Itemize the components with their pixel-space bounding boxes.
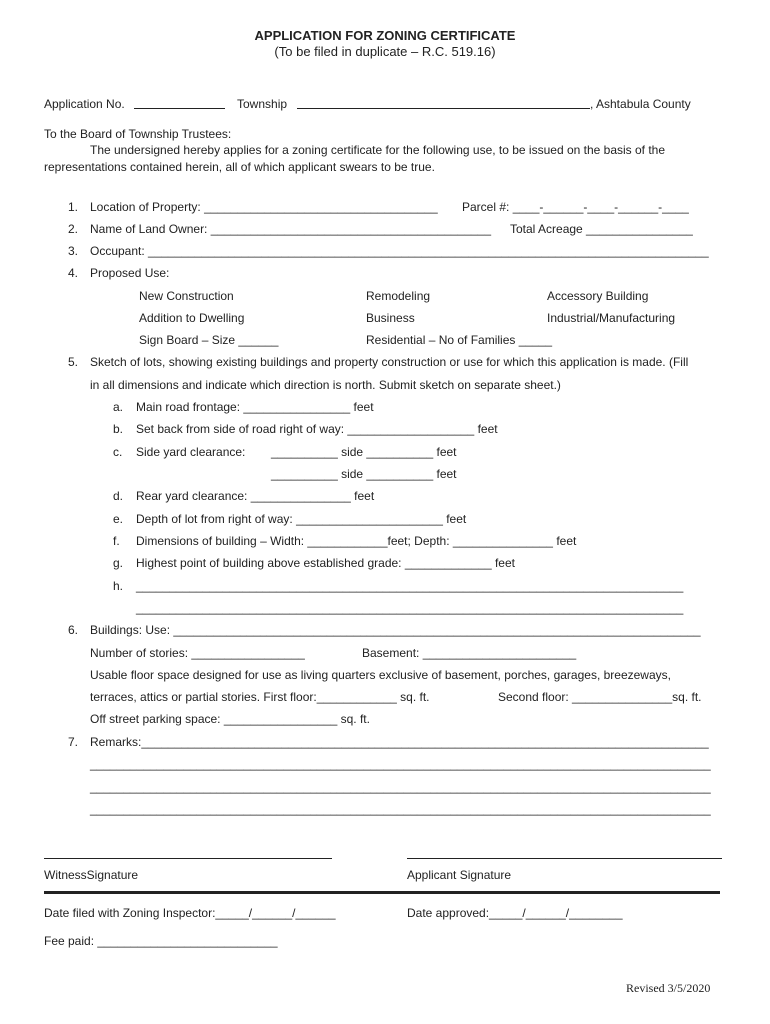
use-option-accessory-building[interactable]: Accessory Building: [547, 289, 649, 303]
revision-date: Revised 3/5/2020: [626, 981, 711, 995]
item-number: 2.: [67, 222, 78, 236]
parking-space-field[interactable]: Off street parking space: _________________ sq. ft.: [90, 712, 370, 726]
building-height-field[interactable]: Highest point of building above established grade: _____________ feet: [136, 556, 515, 570]
remarks-line-2[interactable]: _____________________________________________________________________________________________: [90, 780, 711, 794]
date-filed-field[interactable]: Date filed with Zoning Inspector:_____/______/______: [44, 906, 336, 920]
land-owner-field[interactable]: Name of Land Owner: __________________________________________: [90, 222, 492, 236]
occupant-field[interactable]: Occupant: ____________________________________________________________________________________: [90, 244, 709, 258]
form-title: APPLICATION FOR ZONING CERTIFICATE: [254, 28, 516, 43]
addressee: To the Board of Township Trustees:: [44, 127, 232, 141]
application-no-label: Application No.: [44, 97, 125, 111]
use-option-residential[interactable]: Residential – No of Families _____: [366, 333, 553, 347]
form-subtitle: (To be filed in duplicate – R.C. 519.16): [274, 44, 496, 59]
sub-letter: g.: [113, 556, 124, 570]
floor-space-text: Usable floor space designed for use as living quarters exclusive of basement, porches, garages, breezeways,: [90, 668, 671, 682]
intro-line-1: The undersigned hereby applies for a zoning certificate for the following use, to be issued on the basis of the: [90, 143, 666, 157]
location-of-property-field[interactable]: Location of Property: ___________________________________: [90, 200, 438, 214]
side-yard-field-1[interactable]: __________ side __________ feet: [271, 445, 457, 459]
section-divider: [44, 891, 720, 894]
main-road-frontage-field[interactable]: Main road frontage: ________________ feet: [136, 400, 374, 414]
township-field[interactable]: [297, 108, 590, 109]
total-acreage-field[interactable]: Total Acreage ________________: [510, 222, 693, 236]
use-option-business[interactable]: Business: [366, 311, 415, 325]
lot-depth-field[interactable]: Depth of lot from right of way: ______________________ feet: [136, 512, 467, 526]
proposed-use-label: Proposed Use:: [90, 266, 170, 280]
sub-letter: h.: [113, 579, 124, 593]
basement-field[interactable]: Basement: _______________________: [362, 646, 577, 660]
use-option-new-construction[interactable]: New Construction: [139, 289, 234, 303]
remarks-field[interactable]: Remarks:_____________________________________________________________________________________: [90, 735, 709, 749]
buildings-use-field[interactable]: Buildings: Use: _______________________________________________________________________________: [90, 623, 701, 637]
sub-letter: a.: [113, 400, 124, 414]
sub-letter: e.: [113, 512, 124, 526]
witness-signature-label: WitnessSignature: [44, 868, 139, 882]
number-of-stories-field[interactable]: Number of stories: _________________: [90, 646, 305, 660]
witness-signature-line[interactable]: [44, 858, 332, 859]
intro-line-2: representations contained herein, all of which applicant swears to be true.: [44, 160, 435, 174]
township-label: Township: [237, 97, 288, 111]
other-field-line-2[interactable]: __________________________________________________________________________________: [136, 601, 684, 615]
sub-letter: b.: [113, 422, 124, 436]
item-number: 7.: [67, 735, 78, 749]
use-option-addition-to-dwelling[interactable]: Addition to Dwelling: [139, 311, 245, 325]
applicant-signature-line[interactable]: [407, 858, 722, 859]
county-label: , Ashtabula County: [590, 97, 691, 111]
sketch-instructions-line-1: Sketch of lots, showing existing buildings and property construction or use for which this application is made. (Fill: [90, 355, 689, 369]
second-floor-field[interactable]: Second floor: _______________sq. ft.: [498, 690, 702, 704]
setback-field[interactable]: Set back from side of road right of way: ___________________ feet: [136, 422, 498, 436]
side-yard-field-2[interactable]: __________ side __________ feet: [271, 467, 457, 481]
applicant-signature-label: Applicant Signature: [407, 868, 512, 882]
sub-letter: f.: [113, 534, 120, 548]
item-number: 6.: [67, 623, 78, 637]
rear-yard-field[interactable]: Rear yard clearance: _______________ feet: [136, 489, 375, 503]
application-no-field[interactable]: [134, 108, 225, 109]
sketch-instructions-line-2: in all dimensions and indicate which direction is north. Submit sketch on separate sheet.): [90, 378, 561, 392]
fee-paid-field[interactable]: Fee paid: ___________________________: [44, 934, 278, 948]
item-number: 4.: [67, 266, 78, 280]
other-field-line-1[interactable]: __________________________________________________________________________________: [136, 579, 684, 593]
remarks-line-1[interactable]: _____________________________________________________________________________________________: [90, 757, 711, 771]
remarks-line-3[interactable]: _____________________________________________________________________________________________: [90, 802, 711, 816]
building-dimensions-field[interactable]: Dimensions of building – Width: ____________feet; Depth: _______________ feet: [136, 534, 577, 548]
item-number: 5.: [67, 355, 78, 369]
use-option-remodeling[interactable]: Remodeling: [366, 289, 431, 303]
sub-letter: d.: [113, 489, 124, 503]
first-floor-field[interactable]: terraces, attics or partial stories. First floor:____________ sq. ft.: [90, 690, 430, 704]
item-number: 3.: [67, 244, 78, 258]
date-approved-field[interactable]: Date approved:_____/______/________: [407, 906, 623, 920]
side-yard-label: Side yard clearance:: [136, 445, 246, 459]
parcel-number-field[interactable]: Parcel #: ____-______-____-______-____: [462, 200, 689, 214]
use-option-industrial[interactable]: Industrial/Manufacturing: [547, 311, 676, 325]
sub-letter: c.: [113, 445, 123, 459]
use-option-sign-board[interactable]: Sign Board – Size ______: [139, 333, 279, 347]
item-number: 1.: [67, 200, 78, 214]
